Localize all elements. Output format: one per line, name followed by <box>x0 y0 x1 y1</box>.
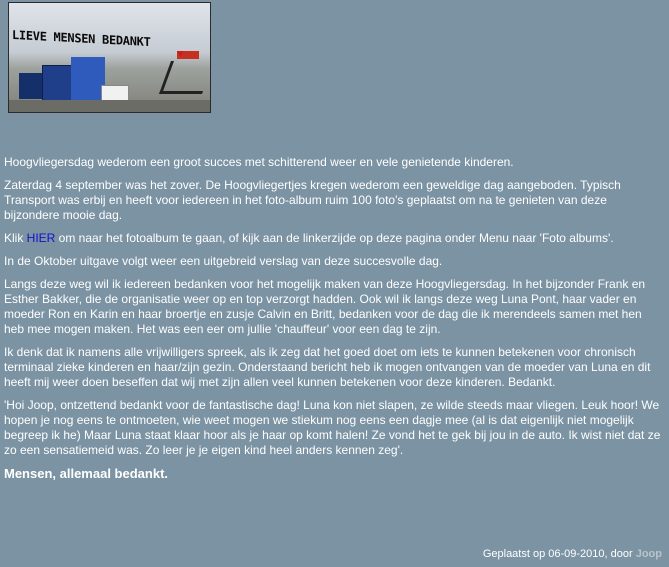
author-link[interactable]: Joop <box>635 548 662 560</box>
posted-date: Geplaatst op 06-09-2010, door <box>482 548 636 560</box>
crane-shape <box>159 61 211 94</box>
posted-info <box>483 547 662 562</box>
article-paragraph: Hoogvliegersdag wederom een groot succes met schitterend weer en vele genietende kinderen. <box>4 155 514 169</box>
article-paragraph: Langs deze weg wil ik iedereen bedanken voor het mogelijk maken van deze Hoogvliegersdag. In het bijzonder Frank en Esther Bakker, die de organisatie weer op en top verzorgt hadden. Ook wil ik langs deze weg Luna Pont, haar vader en moeder Ron en Karin en haar broertje en zusje Calvin en Britt, bedanken voor de dag die ik merendeels samen met hen heb mee mogen maken. Het was een eer om jullie 'chauffeur' voor een dag te zijn. <box>4 277 646 336</box>
link-suffix: om naar het fotoalbum te gaan, of kijk aan de linkerzijde op deze pagina onder Menu naar 'Foto albums'. <box>55 231 614 245</box>
article-body <box>4 155 664 489</box>
link-prefix: Klik <box>4 231 27 245</box>
van-shape <box>101 85 129 101</box>
article-paragraph: In de Oktober uitgave volgt weer een uitgebreid verslag van deze succesvolle dag. <box>4 254 443 268</box>
heart-icon: ♥ <box>177 48 184 60</box>
article-paragraph <box>4 231 664 246</box>
truck-shape <box>19 73 43 99</box>
banner-image <box>8 2 211 113</box>
ground-shape <box>9 100 210 112</box>
banner-title: LIEVE MENSEN BEDANKT <box>12 27 151 50</box>
truck-trailer-shape <box>71 57 105 101</box>
article-paragraph: Ik denk dat ik namens alle vrijwilligers spreek, als ik zeg dat het goed doet om iets te kunnen betekenen voor chronisch terminaal zieke kinderen en haar/zijn gezin. Onderstaand bericht heb ik mogen ontvangen van de moeder van Luna en dit heeft mij weer doen beseffen dat wij met zijn allen veel kunnen betekenen voor deze kinderen. Bedankt. <box>4 345 651 389</box>
article-paragraph: 'Hoi Joop, ontzettend bedankt voor de fantastische dag! Luna kon niet slapen, ze wilde steeds maar vliegen. Leuk hoor! We hopen je nog eens te ontmoeten, wie weet mogen we stiekum nog eens een dagje mee (al is dat eigenlijk niet mogelijk begreep ik he) Maar Luna staat klaar hoor als je haar op komt halen! Ze vond het te gek bij jou in de auto. Ik wist niet dat ze zo een sensatiemeid was. Zo leer je je eigen kind heel anders kennen zeg'. <box>4 398 661 457</box>
closing-line: Mensen, allemaal bedankt. <box>4 466 169 481</box>
photo-album-link[interactable]: HIER <box>26 231 56 245</box>
truck-shape <box>42 65 74 101</box>
article-paragraph: Zaterdag 4 september was het zover. De Hoogvliegertjes kregen wederom een geweldige dag aangeboden. Typisch Transport was erbij en heeft voor iedereen in het foto-album ruim 100 foto's geplaatst om na te genieten van deze bijzondere mooie dag. <box>4 178 621 222</box>
